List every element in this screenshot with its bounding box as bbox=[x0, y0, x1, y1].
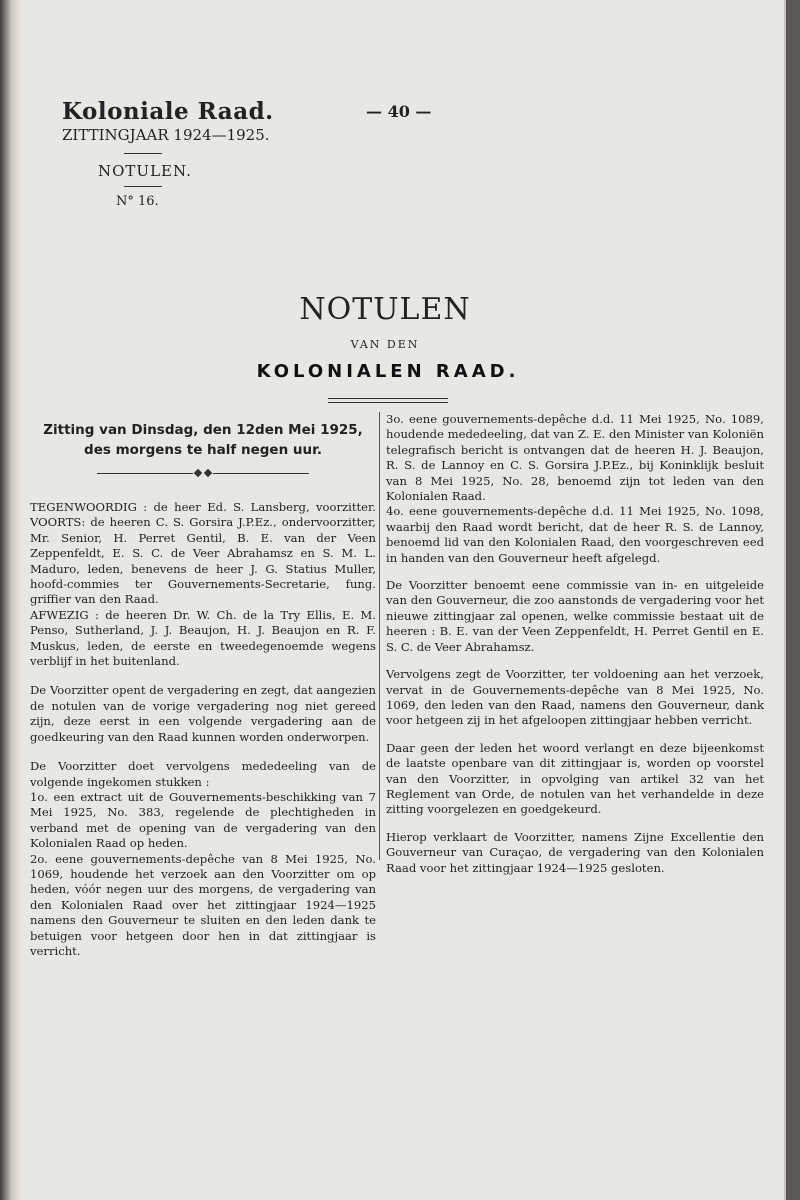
thanks-paragraph: Vervolgens zegt de Voorzitter, ter voldoening aan het verzoek, vervat in de Gouvernements-depêche van 8 Mei 1925, No. 1069, den leden van den Raad, namens den Gouverneur, dank voor hetgeen zij in het afgeloopen zittingjaar hebben verricht. bbox=[386, 667, 764, 728]
announcement-paragraph: De Voorzitter doet vervolgens mededeeling van de volgende ingekomen stukken : bbox=[30, 759, 376, 789]
scan-edge bbox=[786, 0, 800, 1200]
left-column bbox=[30, 420, 376, 973]
closing-paragraph: Hierop verklaart de Voorzitter, namens Zijne Excellentie den Gouverneur van Curaçao, de vergadering van den Kolonialen Raad voor het zittingjaar 1924—1925 gesloten. bbox=[386, 829, 764, 875]
committee-paragraph: De Voorzitter benoemt eene commissie van in- en uitgeleide van den Gouverneur, die zoo aanstonds de vergadering voor het nieuwe zittingjaar zal openen, welke commissie bestaat uit de heeren : B. E. van der Veen Zeppenfeldt, H. Perret Gentil en E. S. C. de Veer Abrahamsz. bbox=[386, 578, 764, 654]
session-time: des morgens te half negen uur. bbox=[84, 442, 322, 458]
opening-paragraph: De Voorzitter opent de vergadering en zegt, dat aangezien de notulen van de vorige vergadering nog niet gereed zijn, deze eerst in een volgende vergadering aan de goedkeuring van den Raad kunnen worden onderworpen. bbox=[30, 683, 376, 744]
masthead-council: KOLONIALEN RAAD. bbox=[256, 361, 520, 382]
session-heading bbox=[30, 420, 376, 460]
masthead-title: NOTULEN bbox=[299, 292, 471, 327]
double-rule bbox=[328, 398, 448, 403]
binding-fold bbox=[0, 0, 22, 1200]
section-label: NOTULEN. bbox=[98, 162, 192, 180]
document-number: N° 16. bbox=[116, 194, 159, 209]
item-3: 3o. eene gouvernements-depêche d.d. 11 Mei 1925, No. 1089, houdende mededeeling, dat van Z. E. den Minister van Koloniën telegrafisch bericht is ontvangen dat de heeren H. J. Beaujon, R. S. de Lannoy en C. S. Gorsira J.P.Ez., bij Koninklijk besluit van 8 Mei 1925, No. 28, benoemd zijn tot leden van den Kolonialen Raad. bbox=[386, 412, 764, 504]
session-year: ZITTINGJAAR 1924—1925. bbox=[62, 126, 270, 144]
item-2: 2o. eene gouvernements-depêche van 8 Mei 1925, No. 1069, houdende het verzoek aan den Voorzitter om op heden, vóór negen uur des morgens, de vergadering van den Kolonialen Raad over het zittingjaar 1924—1925 namens den Gouverneur te sluiten en den leden dank te betuigen voor hetgeen door hen in dat zittingjaar is verricht. bbox=[30, 851, 376, 958]
absence-paragraph: AFWEZIG : de heeren Dr. W. Ch. de la Try Ellis, E. M. Penso, Sutherland, J. J. Beaujon, H. J. Beaujon en R. F. Muskus, leden, de eerste en tweedegenoemde wegens verblijf in het buitenland. bbox=[30, 607, 376, 669]
item-1: 1o. een extract uit de Gouvernements-beschikking van 7 Mei 1925, No. 383, regelende de plechtigheden in verband met de opening van de vergadering van den Kolonialen Raad op heden. bbox=[30, 789, 376, 851]
council-title: Koloniale Raad. bbox=[62, 98, 274, 125]
column-divider bbox=[379, 412, 380, 860]
ornament-divider bbox=[30, 464, 376, 482]
session-date: Zitting van Dinsdag, den 12den Mei 1925, bbox=[43, 422, 363, 438]
minutes-paragraph: Daar geen der leden het woord verlangt en deze bijeenkomst de laatste openbare van dit zittingjaar is, worden op voorstel van den Voorzitter, in opvolging van artikel 32 van het Reglement van Orde, de notulen van het verhandelde in deze zitting voorgelezen en goedgekeurd. bbox=[386, 740, 764, 817]
divider bbox=[124, 153, 162, 154]
attendance-paragraph: TEGENWOORDIG : de heer Ed. S. Lansberg, voorzitter. VOORTS: de heeren C. S. Gorsira J.P.Ez., ondervoorzitter, Mr. Senior, H. Perret Gentil, B. E. van der Veen Zeppenfeldt, E. S. C. de Veer Abrahamsz en S. M. L. Maduro, leden, benevens de heer J. G. Statius Muller, hoofd-commies ter Gouvernements-Secretarie, fung. griffier van den Raad. bbox=[30, 500, 376, 607]
page-number: — 40 — bbox=[366, 102, 432, 121]
masthead-subtitle: VAN DEN bbox=[350, 338, 420, 351]
item-4: 4o. eene gouvernements-depêche d.d. 11 Mei 1925, No. 1098, waarbij den Raad wordt bericht, dat de heer R. S. de Lannoy, benoemd lid van den Kolonialen Raad, den voorgeschreven eed in handen van den Gouverneur heeft afgelegd. bbox=[386, 504, 764, 565]
divider bbox=[124, 186, 162, 187]
right-column bbox=[386, 412, 764, 888]
